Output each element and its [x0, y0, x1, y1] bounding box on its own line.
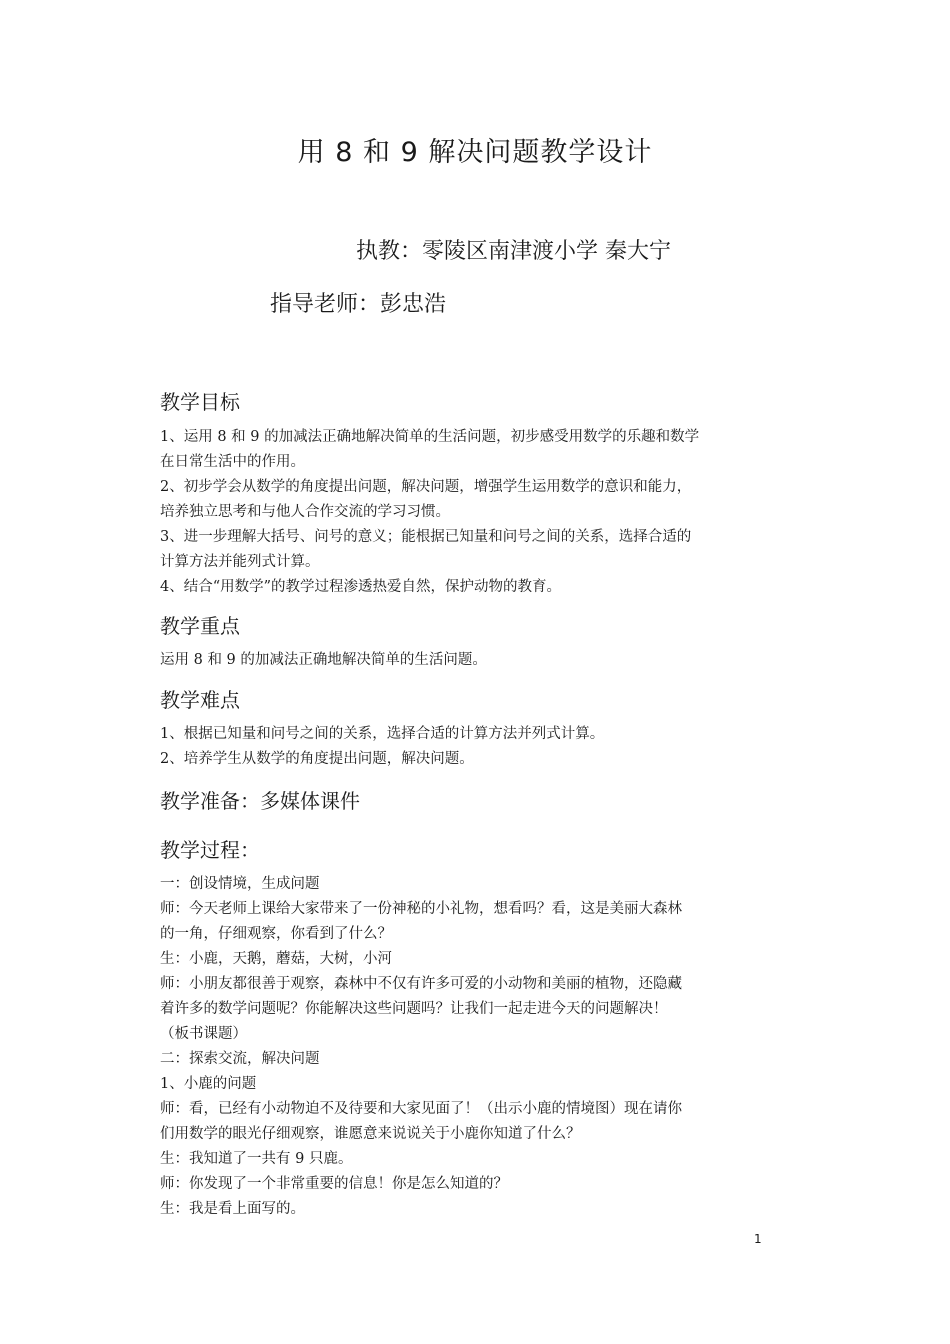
goals-line: 2、初步学会从数学的角度提出问题，解决问题，增强学生运用数学的意识和能力， [160, 479, 692, 495]
process-line: 的一角，仔细观察，你看到了什么？ [160, 926, 392, 942]
goals-line: 计算方法并能列式计算。 [160, 554, 320, 570]
process-line: 生：小鹿，天鹅，蘑菇，大树，小河 [160, 951, 392, 967]
goals-line: 在日常生活中的作用。 [160, 454, 305, 470]
process-line: 师：你发现了一个非常重要的信息！你是怎么知道的？ [160, 1176, 508, 1192]
process-line: 1、小鹿的问题 [160, 1076, 257, 1092]
difficulties-heading: 教学难点 [160, 688, 240, 712]
process-heading: 教学过程： [160, 838, 260, 862]
difficulties-text [160, 722, 800, 772]
process-text [160, 872, 800, 1222]
author-line: 执教：零陵区南津渡小学 秦大宁 [356, 239, 671, 264]
process-line: 着许多的数学问题呢？你能解决这些问题吗？让我们一起走进今天的问题解决！ [160, 1001, 668, 1017]
key-points-heading: 教学重点 [160, 614, 240, 638]
difficulties-line: 1、根据已知量和问号之间的关系，选择合适的计算方法并列式计算。 [160, 726, 605, 742]
goals-line: 3、进一步理解大括号、问号的意义；能根据已知量和问号之间的关系，选择合适的 [160, 529, 692, 545]
process-line: 生：我知道了一共有 9 只鹿。 [160, 1151, 353, 1167]
document-title: 用 8 和 9 解决问题教学设计 [297, 137, 653, 168]
key-points-line: 运用 8 和 9 的加减法正确地解决简单的生活问题。 [160, 652, 487, 668]
process-line: 们用数学的眼光仔细观察，谁愿意来说说关于小鹿你知道了什么？ [160, 1126, 581, 1142]
process-line: 生：我是看上面写的。 [160, 1201, 305, 1217]
process-line: 一：创设情境，生成问题 [160, 876, 320, 892]
goals-heading: 教学目标 [160, 390, 240, 414]
goals-text [160, 425, 800, 600]
advisor-line: 指导老师：彭忠浩 [270, 292, 447, 317]
process-line: 师：小朋友都很善于观察，森林中不仅有许多可爱的小动物和美丽的植物，还隐藏 [160, 976, 682, 992]
goals-line: 4、结合“用数学”的教学过程渗透热爱自然，保护动物的教育。 [160, 579, 562, 595]
difficulties-line: 2、培养学生从数学的角度提出问题，解决问题。 [160, 751, 474, 767]
goals-line: 培养独立思考和与他人合作交流的学习习惯。 [160, 504, 450, 520]
key-points-text [160, 648, 800, 673]
process-line: 二：探索交流，解决问题 [160, 1051, 320, 1067]
preparation-heading: 教学准备：多媒体课件 [160, 789, 360, 813]
goals-line: 1、运用 8 和 9 的加减法正确地解决简单的生活问题，初步感受用数学的乐趣和数学 [160, 429, 700, 445]
process-line: （板书课题） [160, 1026, 247, 1042]
page-number: 1 [754, 1232, 762, 1246]
process-line: 师：今天老师上课给大家带来了一份神秘的小礼物，想看吗？看，这是美丽大森林 [160, 901, 682, 917]
process-line: 师：看，已经有小动物迫不及待要和大家见面了！（出示小鹿的情境图）现在请你 [160, 1101, 682, 1117]
